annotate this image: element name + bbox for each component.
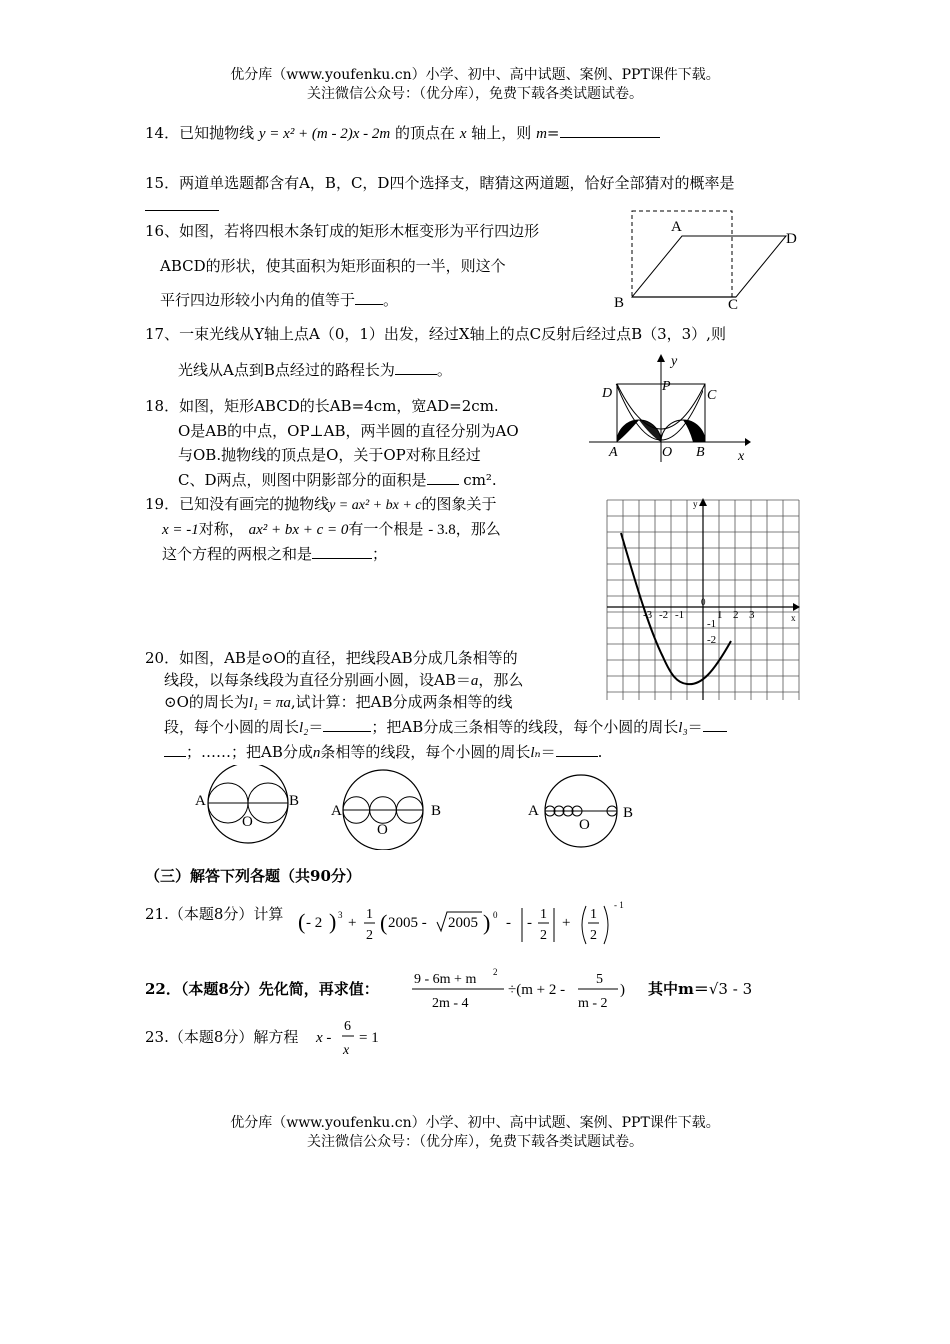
- svg-text:2m - 4: 2m - 4: [432, 996, 469, 1011]
- svg-text:- 2: - 2: [306, 915, 323, 931]
- q14-formula: y = x² + (m - 2)x - 2m: [258, 126, 391, 142]
- svg-text:6: 6: [344, 1019, 351, 1034]
- answer-blank[interactable]: [145, 196, 219, 211]
- svg-text:-: -: [506, 915, 511, 931]
- svg-text:D: D: [602, 386, 613, 401]
- x-tick-label: 2: [733, 609, 739, 621]
- q20-circles-figure: [190, 765, 660, 850]
- label-B: B: [614, 295, 625, 311]
- q22-where: 其中m＝√3 - 3: [648, 980, 753, 998]
- label-C: C: [728, 297, 739, 313]
- svg-text:2: 2: [366, 928, 373, 943]
- svg-text:5: 5: [596, 972, 603, 987]
- q20-line-4: 段，每个小圆的周长l₂＝ ；把AB分成三条相等的线段，每个小圆的周长l₃＝: [164, 716, 727, 737]
- q21-prefix: 21.（本题8分）计算: [145, 905, 284, 923]
- q17-line-1: 17、一束光线从Y轴上点A（0，1）出发，经过X轴上的点C反射后经过点B（3，3）,则: [145, 325, 726, 343]
- svg-text:): ): [483, 910, 491, 935]
- svg-text:P: P: [662, 379, 671, 394]
- svg-text:0: 0: [493, 910, 498, 920]
- svg-text:B: B: [623, 805, 634, 821]
- svg-text:1: 1: [366, 907, 373, 922]
- q19-line-1: 19．已知没有画完的抛物线y = ax² + bx + c的图象关于: [145, 495, 497, 513]
- q22-prefix: 22．（本题8分）先化简，再求值：: [145, 980, 379, 998]
- svg-text:y: y: [693, 499, 698, 509]
- svg-text:- 1: - 1: [614, 900, 624, 910]
- svg-text:x: x: [343, 1043, 350, 1058]
- q22-formula: [410, 963, 640, 1015]
- q16-line-2: ABCD的形状，使其面积为矩形面积的一半，则这个: [160, 257, 506, 275]
- svg-text:m - 2: m - 2: [578, 996, 608, 1011]
- footer-line-2: 关注微信公众号：（优分库），免费下载各类试题试卷。: [307, 1134, 643, 1150]
- svg-text:2: 2: [540, 928, 547, 943]
- svg-text:O: O: [579, 817, 590, 833]
- answer-blank[interactable]: [164, 742, 186, 757]
- svg-text:÷(m + 2 -: ÷(m + 2 -: [508, 982, 566, 998]
- q23-prefix: 23.（本题8分）解方程: [145, 1028, 299, 1046]
- svg-text:x: x: [791, 613, 796, 623]
- svg-text:2005 -: 2005 -: [388, 915, 427, 931]
- circle-diagram-3-parts: [331, 770, 441, 850]
- answer-blank[interactable]: [560, 123, 660, 138]
- q19-line-2: x = -1对称， ax² + bx + c = 0有一个根是 - 3.8，那么: [162, 520, 501, 538]
- q18-line-1: 18．如图，矩形ABCD的长AB=4cm，宽AD=2cm.: [145, 397, 499, 415]
- svg-text:): ): [329, 909, 337, 934]
- x-tick-label: -2: [659, 609, 669, 621]
- svg-text:2005: 2005: [448, 915, 478, 931]
- answer-blank[interactable]: [395, 360, 437, 375]
- q17-line-2: 光线从A点到B点经过的路程长为 。: [178, 361, 452, 379]
- svg-text:B: B: [431, 803, 442, 819]
- svg-text:2: 2: [493, 967, 498, 977]
- svg-text:1: 1: [590, 907, 597, 922]
- q16-parallelogram-figure: [600, 205, 810, 315]
- svg-text:3: 3: [338, 910, 343, 920]
- svg-text:A: A: [195, 793, 206, 809]
- svg-text:+: +: [562, 915, 571, 931]
- q18-figure: [585, 350, 760, 465]
- x-tick-label: 0: [701, 597, 706, 607]
- svg-text:B: B: [696, 445, 705, 460]
- svg-text:x -: x -: [316, 1030, 332, 1046]
- q18-line-4: C、D两点，则图中阴影部分的面积是 cm².: [178, 471, 497, 489]
- answer-blank[interactable]: [355, 290, 383, 305]
- q20-line-1: 20．如图，AB是⊙O的直径，把线段AB分成几条相等的: [145, 649, 518, 667]
- q23-formula: [314, 1013, 394, 1061]
- q21-formula: [296, 896, 636, 948]
- svg-text:y: y: [671, 354, 678, 369]
- dashed-rectangle: [632, 211, 732, 297]
- svg-text:+: +: [348, 915, 357, 931]
- svg-text:C: C: [707, 388, 717, 403]
- svg-text:O: O: [242, 814, 253, 830]
- q18-line-3: 与OB.抛物线的顶点是O，关于OP对称且经过: [178, 446, 481, 464]
- q20-line-2: 线段，以每条线段为直径分别画小圆，设AB＝a，那么: [164, 671, 524, 689]
- x-tick-label: 1: [717, 609, 723, 621]
- q19-line-3: 这个方程的两根之和是 ；: [162, 545, 388, 563]
- answer-blank[interactable]: [703, 717, 727, 732]
- svg-text:(: (: [380, 910, 388, 935]
- question-15: 15．两道单选题都含有A，B，C，D四个选择支，瞎猜这两道题，恰好全部猜对的概率是: [145, 174, 735, 192]
- svg-text:(: (: [298, 909, 306, 934]
- svg-text:A: A: [609, 445, 618, 460]
- q16-line-3: 平行四边形较小内角的值等于 。: [160, 291, 399, 309]
- svg-text:O: O: [377, 822, 388, 838]
- svg-text:A: A: [331, 803, 342, 819]
- y-tick-label: -1: [707, 618, 717, 630]
- header-line-1: 优分库（www.youfenku.cn）小学、初中、高中试题、案例、PPT课件下载。: [230, 67, 720, 83]
- x-tick-label: -1: [675, 609, 685, 621]
- answer-blank[interactable]: [323, 717, 371, 732]
- svg-text:): ): [620, 982, 625, 998]
- x-tick-label: 3: [749, 609, 755, 621]
- svg-text:x: x: [738, 449, 745, 464]
- svg-text:2: 2: [590, 928, 597, 943]
- section-3-title: （三）解答下列各题（共90分）: [145, 867, 361, 885]
- svg-text:B: B: [289, 793, 300, 809]
- q20-line-3: ⊙O的周长为l₁ = πa,试计算：把AB分成两条相等的线: [164, 693, 513, 711]
- question-14: 14．已知抛物线 y = x² + (m - 2)x - 2m 的顶点在 x 轴上，则 m=: [145, 122, 660, 143]
- q16-line-1: 16、如图，若将四根木条钉成的矩形木框变形为平行四边形: [145, 222, 540, 240]
- svg-text:O: O: [662, 445, 673, 460]
- svg-text:1: 1: [540, 907, 547, 922]
- q20-line-5: ；……；把AB分成n条相等的线段，每个小圆的周长lₙ＝ .: [164, 741, 602, 762]
- q18-line-2: O是AB的中点，OP⊥AB，两半圆的直径分别为AO: [178, 422, 519, 440]
- header-line-2: 关注微信公众号：（优分库），免费下载各类试题试卷。: [307, 86, 643, 102]
- svg-text:-: -: [527, 915, 532, 931]
- q19-graph: [605, 495, 805, 705]
- x-tick-label: -3: [643, 609, 653, 621]
- svg-text:9 - 6m + m: 9 - 6m + m: [414, 972, 477, 987]
- answer-blank[interactable]: [312, 544, 372, 559]
- footer-line-1: 优分库（www.youfenku.cn）小学、初中、高中试题、案例、PPT课件下载。: [230, 1115, 720, 1131]
- svg-text:A: A: [528, 803, 539, 819]
- circle-diagram-2-parts: [195, 765, 299, 843]
- circle-diagram-n-parts: [528, 775, 633, 847]
- label-A: A: [671, 219, 682, 235]
- answer-blank[interactable]: [556, 742, 598, 757]
- parallelogram: [632, 236, 786, 297]
- label-D: D: [786, 231, 797, 247]
- svg-text:= 1: = 1: [359, 1030, 379, 1046]
- answer-blank[interactable]: [427, 470, 459, 485]
- y-tick-label: -2: [707, 634, 717, 646]
